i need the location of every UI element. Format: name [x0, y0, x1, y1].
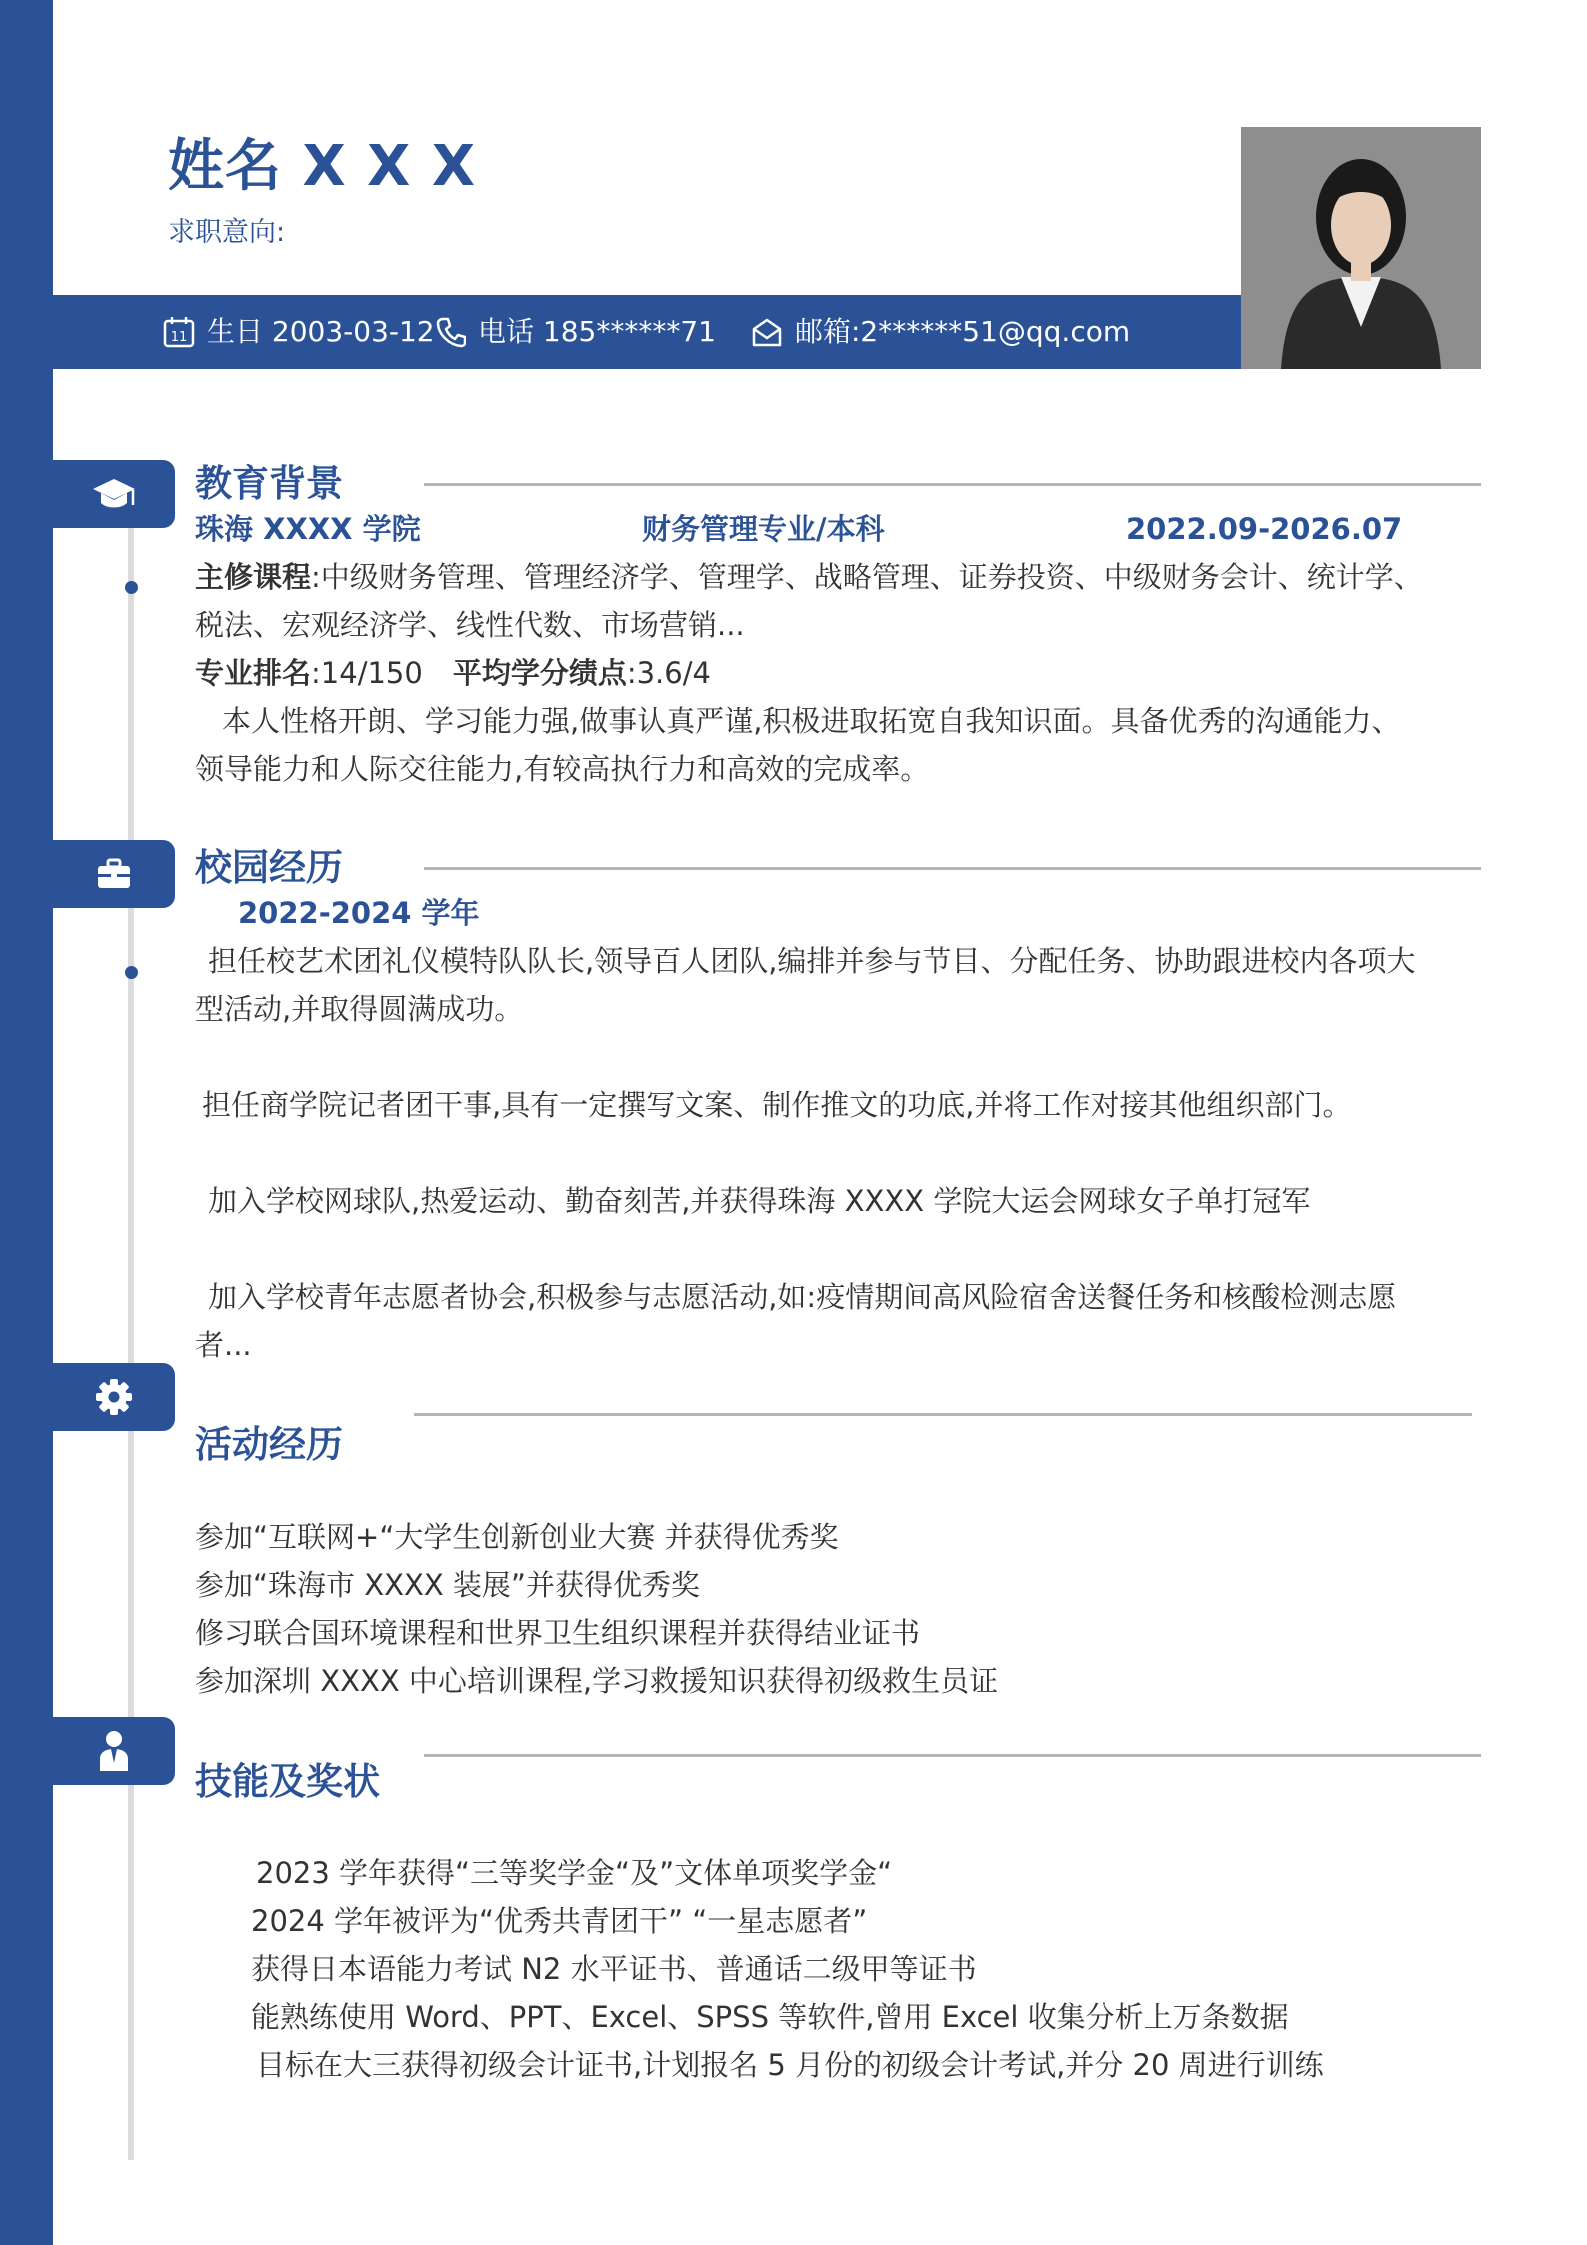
courses-label: 主修课程 — [195, 560, 312, 594]
activity-item: 参加“互联网+“大学生创新创业大赛 并获得优秀奖 — [195, 1520, 839, 1554]
profile-photo — [1241, 127, 1481, 369]
activities-section-tab — [53, 1363, 175, 1431]
birthday-info — [163, 295, 435, 369]
activity-item: 参加深圳 XXXX 中心培训课程,学习救援知识获得初级救生员证 — [195, 1664, 999, 1698]
rank-line — [195, 649, 711, 697]
gpa-label: 平均学分绩点 — [452, 656, 627, 690]
skill-item: 目标在大三获得初级会计证书,计划报名 5 月份的初级会计考试,并分 20 周进行训练 — [256, 2048, 1324, 2082]
skills-section-tab — [53, 1717, 175, 1785]
email-info — [751, 295, 1130, 369]
phone-text: 电话 185******71 — [478, 315, 716, 348]
campus-item-1-line-2: 型活动,并取得圆满成功。 — [195, 992, 524, 1026]
education-period: 2022.09-2026.07 — [1126, 512, 1403, 546]
graduation-cap-icon — [91, 477, 137, 511]
courses-line-1 — [195, 553, 1423, 601]
campus-item-4-line-2: 者... — [195, 1328, 252, 1362]
skill-item: 能熟练使用 Word、PPT、Excel、SPSS 等软件,曾用 Excel 收集分析上万条数据 — [251, 2000, 1289, 2034]
skill-item: 获得日本语能力考试 N2 水平证书、普通话二级甲等证书 — [251, 1952, 977, 1986]
campus-item-3: 加入学校网球队,热爱运动、勤奋刻苦,并获得珠海 XXXX 学院大运会网球女子单打冠军 — [208, 1184, 1311, 1218]
job-intent-label: 求职意向: — [168, 217, 286, 248]
email-icon — [751, 317, 783, 347]
campus-item-2: 担任商学院记者团干事,具有一定撰写文案、制作推文的功底,并将工作对接其他组织部门。 — [202, 1088, 1352, 1122]
activities-title: 活动经历 — [195, 1423, 343, 1466]
activity-item: 参加“珠海市 XXXX 装展”并获得优秀奖 — [195, 1568, 700, 1602]
major: 财务管理专业/本科 — [642, 512, 885, 546]
person-icon — [98, 1729, 130, 1773]
summary-line-2: 领导能力和人际交往能力,有较高执行力和高效的完成率。 — [195, 752, 930, 786]
gpa-value: :3.6/4 — [626, 656, 711, 690]
school-name: 珠海 XXXX 学院 — [195, 512, 421, 546]
campus-item-1-line-1: 担任校艺术团礼仪模特队队长,领导百人团队,编排并参与节目、分配任务、协助跟进校内各项大 — [208, 944, 1416, 978]
campus-divider — [424, 867, 1481, 870]
campus-title: 校园经历 — [195, 846, 343, 889]
birthday-text: 生日 2003-03-12 — [207, 315, 435, 348]
timeline-line — [128, 520, 134, 2160]
skills-title: 技能及奖状 — [195, 1760, 380, 1803]
phone-icon — [436, 316, 466, 348]
summary-line-1: 本人性格开朗、学习能力强,做事认真严谨,积极进取拓宽自我知识面。具备优秀的沟通能力、 — [222, 704, 1401, 738]
rank-label: 专业排名 — [195, 656, 312, 690]
campus-item-4-line-1: 加入学校青年志愿者协会,积极参与志愿活动,如:疫情期间高风险宿舍送餐任务和核酸检测志愿 — [208, 1280, 1397, 1314]
courses-line-2: 税法、宏观经济学、线性代数、市场营销... — [195, 608, 745, 642]
calendar-icon — [163, 316, 195, 348]
activities-divider — [414, 1413, 1472, 1416]
education-title: 教育背景 — [195, 462, 343, 505]
email-text: 邮箱:2******51@qq.com — [795, 315, 1131, 348]
skill-item: 2024 学年被评为“优秀共青团干” “一星志愿者” — [251, 1904, 868, 1938]
education-divider — [424, 483, 1481, 486]
briefcase-icon — [96, 858, 132, 890]
candidate-name: 姓名 X X X — [168, 134, 477, 199]
timeline-dot — [125, 581, 138, 594]
gear-icon — [95, 1378, 133, 1416]
courses-text-1: :中级财务管理、管理经济学、管理学、战略管理、证券投资、中级财务会计、统计学、 — [311, 560, 1423, 594]
timeline-dot — [125, 966, 138, 979]
activity-item: 修习联合国环境课程和世界卫生组织课程并获得结业证书 — [195, 1616, 921, 1650]
svg-text:11: 11 — [170, 330, 188, 345]
education-section-tab — [53, 460, 175, 528]
rank-value: :14/150 — [311, 656, 423, 690]
phone-info — [436, 295, 716, 369]
skill-item: 2023 学年获得“三等奖学金“及”文体单项奖学金“ — [256, 1856, 893, 1890]
skills-divider — [424, 1754, 1481, 1757]
left-accent-bar — [0, 0, 53, 2245]
campus-section-tab — [53, 840, 175, 908]
campus-year: 2022-2024 学年 — [238, 896, 480, 930]
